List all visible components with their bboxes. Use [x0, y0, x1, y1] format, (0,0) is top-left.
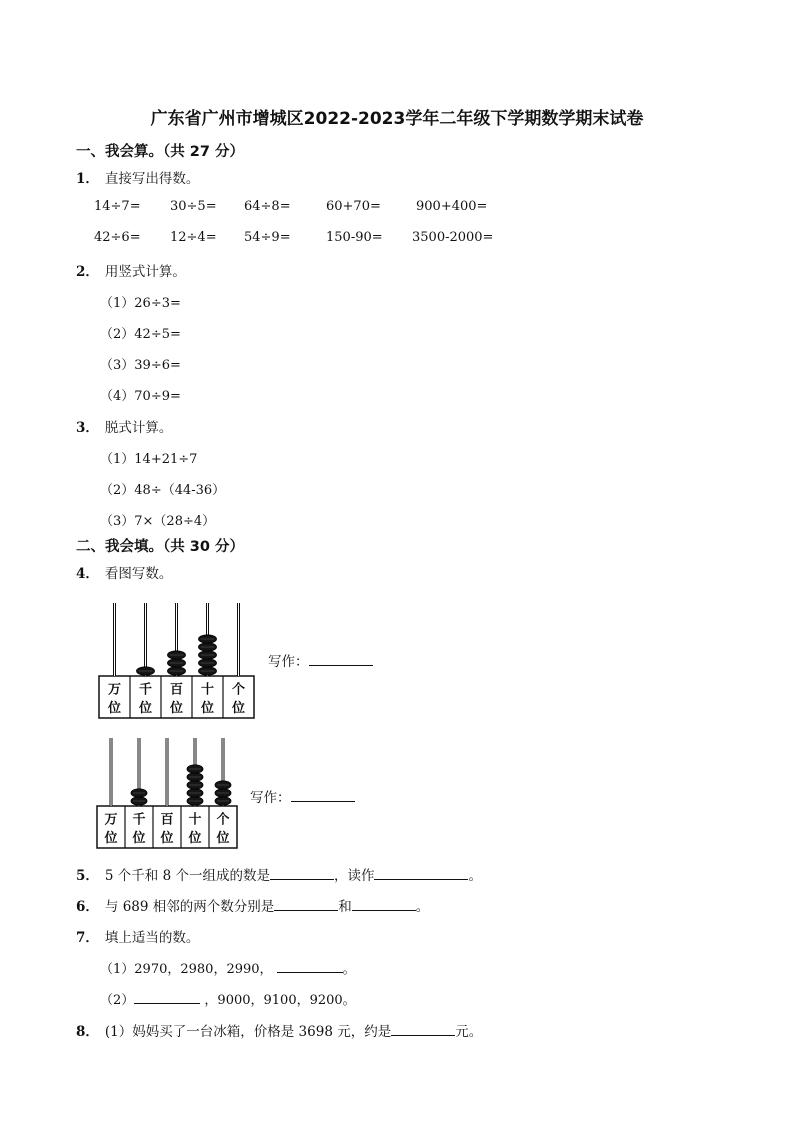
sub-item: （2）48÷（44-36） [100, 483, 226, 498]
answer-blank[interactable] [291, 789, 355, 802]
calc-item: 900+400= [416, 199, 488, 214]
abacus-place-label: 千 [132, 812, 146, 828]
abacus-place-label: 位 [200, 701, 215, 717]
abacus-figure-1 [98, 598, 258, 722]
question-number: 4． [76, 566, 99, 582]
abacus-place-label: 位 [104, 831, 118, 847]
abacus-place-label: 位 [169, 701, 184, 717]
question-number: 3． [76, 420, 99, 436]
question-6 [76, 895, 429, 915]
write-label: 写作： [268, 654, 309, 670]
abacus-place-label: 百 [160, 812, 174, 828]
answer-blank[interactable] [374, 867, 468, 880]
calc-item: 60+70= [326, 199, 381, 214]
abacus-place-label: 位 [107, 701, 122, 717]
question-text: 直接写出得数。 [104, 171, 200, 187]
abacus-place-label: 位 [132, 831, 146, 847]
abacus-place-label: 百 [169, 682, 184, 698]
answer-blank[interactable] [270, 867, 334, 880]
abacus-place-label: 万 [107, 682, 122, 698]
question-number: 1． [76, 171, 99, 187]
calc-item: 54÷9= [244, 230, 291, 245]
question-7 [76, 926, 199, 946]
answer-blank[interactable] [274, 898, 338, 911]
sub-item: （1）14+21÷7 [100, 452, 198, 467]
sub-item: （2）42÷5= [100, 327, 181, 342]
question-number: 6． [76, 899, 99, 915]
sub-item: （1）26÷3= [100, 296, 181, 311]
question-1 [76, 167, 199, 187]
sub-item [100, 958, 356, 977]
abacus-place-label: 个 [216, 812, 230, 828]
question-text: 。 [468, 868, 482, 884]
abacus-place-label: 十 [188, 812, 202, 828]
question-8 [76, 1020, 482, 1040]
question-text: 与 689 相邻的两个数分别是 [104, 899, 275, 915]
answer-blank[interactable] [309, 653, 373, 666]
write-answer-2 [250, 786, 355, 806]
answer-blank[interactable] [277, 960, 343, 973]
calc-item: 14÷7= [94, 199, 141, 214]
abacus-place-label: 万 [104, 812, 118, 828]
question-text: 5 个千和 8 个一组成的数是 [104, 868, 270, 884]
abacus-place-label: 位 [160, 831, 174, 847]
abacus-place-label: 位 [138, 701, 153, 717]
page-title: 广东省广州市增城区2022-2023学年二年级下学期数学期末试卷 [150, 109, 644, 129]
calc-item: 42÷6= [94, 230, 141, 245]
sub-item: （3）39÷6= [100, 358, 181, 373]
question-number: 7． [76, 930, 99, 946]
question-text: 和 [338, 899, 352, 915]
question-text: (1）妈妈买了一台冰箱，价格是 3698 元，约是 [104, 1024, 392, 1040]
section-1-heading: 一、我会算。（共 27 分） [76, 144, 245, 160]
calc-item: 64÷8= [244, 199, 291, 214]
question-number: 5． [76, 868, 99, 884]
abacus-place-label: 位 [216, 831, 230, 847]
question-text: 元。 [455, 1024, 483, 1040]
sub-item: （4）70÷9= [100, 389, 181, 404]
abacus-place-label: 十 [200, 682, 215, 698]
question-text: 填上适当的数。 [104, 930, 200, 946]
question-number: 2． [76, 264, 99, 280]
question-5 [76, 864, 482, 884]
sub-item-text: ，9000，9100，9200。 [204, 993, 356, 1008]
write-answer-1 [268, 650, 373, 670]
question-text: 。 [415, 899, 430, 915]
abacus-place-label: 位 [188, 831, 202, 847]
calc-item: 3500-2000= [412, 230, 494, 245]
write-label: 写作： [250, 790, 291, 806]
question-text: 看图写数。 [104, 566, 173, 582]
question-3 [76, 416, 172, 436]
sub-item-text: 。 [342, 962, 356, 977]
question-2 [76, 260, 186, 280]
sub-item-text: （1）2970，2980，2990， [100, 962, 273, 977]
abacus-place-label: 位 [231, 701, 246, 717]
question-text: 用竖式计算。 [104, 264, 186, 280]
question-number: 8． [76, 1024, 99, 1040]
question-4 [76, 562, 172, 582]
answer-blank[interactable] [391, 1023, 455, 1036]
calc-item: 12÷4= [170, 230, 217, 245]
question-text: ，读作 [333, 868, 375, 884]
answer-blank[interactable] [352, 898, 416, 911]
abacus-figure-2 [96, 734, 242, 852]
calc-item: 30÷5= [170, 199, 217, 214]
sub-item [100, 989, 356, 1008]
answer-blank[interactable] [134, 991, 200, 1004]
abacus-place-label: 个 [231, 682, 246, 698]
abacus-place-label: 千 [138, 682, 153, 698]
sub-item-text: （2） [100, 993, 135, 1008]
calc-item: 150-90= [326, 230, 383, 245]
sub-item: （3）7×（28÷4） [100, 514, 216, 529]
section-2-heading: 二、我会填。（共 30 分） [76, 539, 245, 555]
question-text: 脱式计算。 [104, 420, 173, 436]
